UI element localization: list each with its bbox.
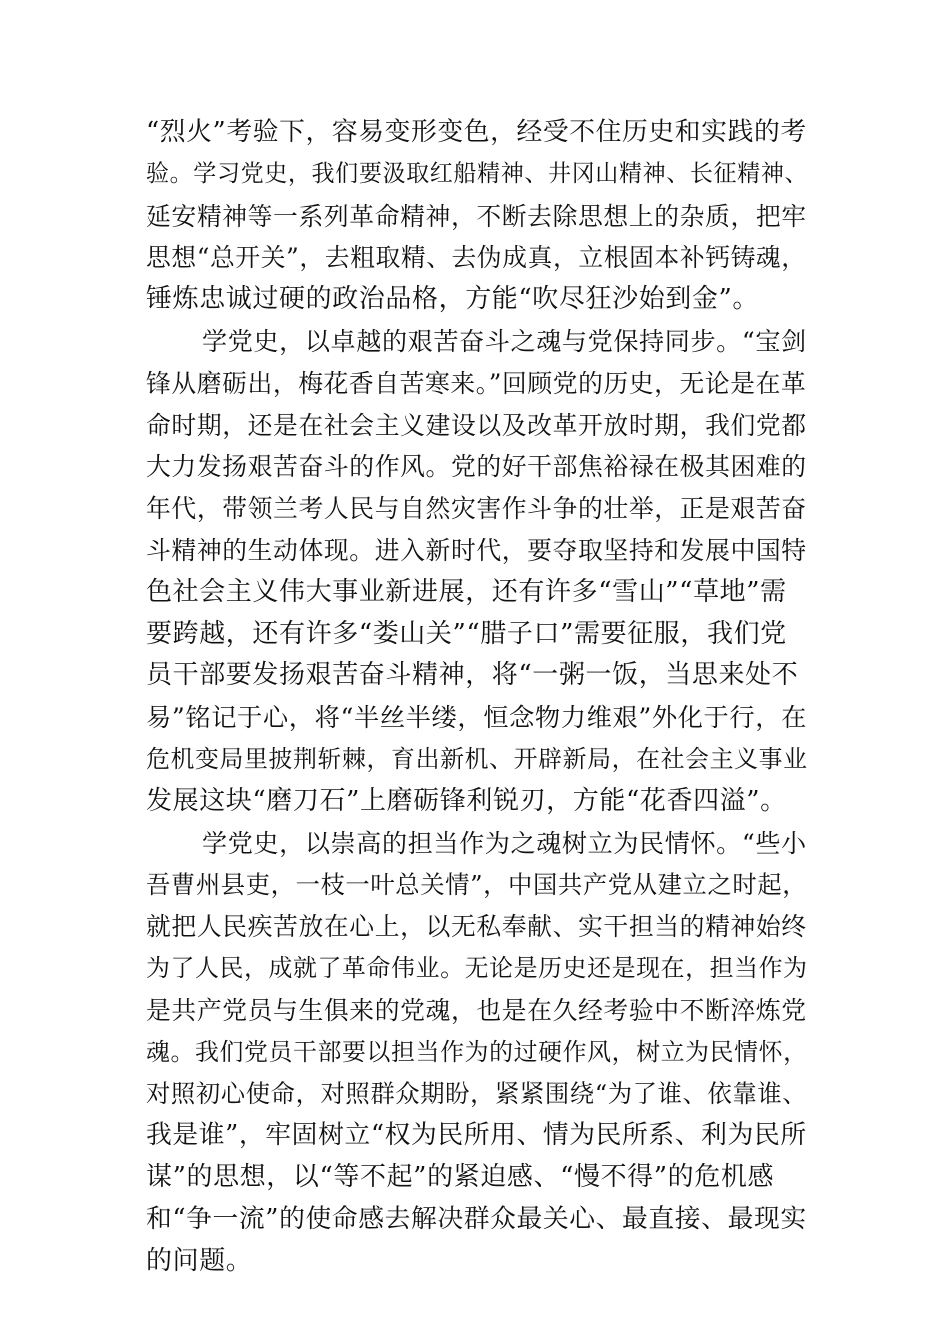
text-line: 对照初心使命，对照群众期盼，紧紧围绕“为了谁、依靠谁、 xyxy=(146,1079,808,1109)
text-line: 学党史，以崇高的担当作为之魂树立为民情怀。“些小 xyxy=(202,828,807,858)
text-line: 年代，带领兰考人民与自然灾害作斗争的壮举，正是艰苦奋 xyxy=(146,494,807,524)
text-line: 吾曹州县吏，一枝一叶总关情”，中国共产党从建立之时起， xyxy=(146,870,808,900)
text-line: 危机变局里披荆斩棘，育出新机、开辟新局，在社会主义事业 xyxy=(146,744,808,773)
text-line: 就把人民疾苦放在心上，以无私奉献、实干担当的精神始终 xyxy=(146,912,807,942)
text-line: 锤炼忠诚过硬的政治品格，方能“吹尽狂沙始到金”。 xyxy=(146,284,759,315)
text-line: 延安精神等一系列革命精神，不断去除思想上的杂质，把牢 xyxy=(146,201,807,231)
paragraph-2 xyxy=(146,321,810,823)
paragraph-3 xyxy=(146,823,810,1283)
text-line: 的问题。 xyxy=(146,1245,253,1276)
text-line: 斗精神的生动体现。进入新时代，要夺取坚持和发展中国特 xyxy=(146,535,807,565)
text-line: 魂。我们党员干部要以担当作为的过硬作风，树立为民情怀， xyxy=(146,1037,808,1066)
text-line: 学党史，以卓越的艰苦奋斗之魂与党保持同步。“宝剑 xyxy=(202,326,807,356)
body-text xyxy=(146,112,810,1282)
text-line: 谋”的思想，以“等不起”的紧迫感、“慢不得”的危机感 xyxy=(146,1161,775,1192)
text-line: 为了人民，成就了革命伟业。无论是历史还是现在，担当作为 xyxy=(146,953,808,982)
text-line: 验。学习党史，我们要汲取红船精神、井冈山精神、长征精神、 xyxy=(146,160,809,187)
text-line: 发展这块“磨刀石”上磨砺锋利锐刃，方能“花香四溢”。 xyxy=(146,785,787,816)
text-line: 员干部要发扬艰苦奋斗精神，将“一粥一饭，当思来处不 xyxy=(146,660,799,691)
text-line: 大力发扬艰苦奋斗的作风。党的好干部焦裕禄在极其困难的 xyxy=(146,452,807,482)
text-line: 和“争一流”的使命感去解决群众最关心、最直接、最现实 xyxy=(146,1203,807,1234)
text-line: 色社会主义伟大事业新进展，还有许多“雪山”“草地”需 xyxy=(146,576,787,607)
text-line: 是共产党员与生俱来的党魂，也是在久经考验中不断淬炼党 xyxy=(146,995,807,1025)
text-line: “烈火”考验下，容易变形变色，经受不住历史和实践的考 xyxy=(146,117,807,147)
text-line: 命时期，还是在社会主义建设以及改革开放时期，我们党都 xyxy=(146,410,807,440)
text-line: 易”铭记于心，将“半丝半缕，恒念物力维艰”外化于行，在 xyxy=(146,703,807,733)
text-line: 我是谁”，牢固树立“权为民所用、情为民所系、利为民所 xyxy=(146,1120,807,1151)
paragraph-1 xyxy=(146,112,810,321)
text-line: 锋从磨砺出，梅花香自苦寒来。”回顾党的历史，无论是在革 xyxy=(146,368,807,398)
text-line: 要跨越，还有许多“娄山关”“腊子口”需要征服，我们党 xyxy=(146,618,787,649)
text-line: 思想“总开关”，去粗取精、去伪成真，立根固本补钙铸魂， xyxy=(146,243,807,273)
